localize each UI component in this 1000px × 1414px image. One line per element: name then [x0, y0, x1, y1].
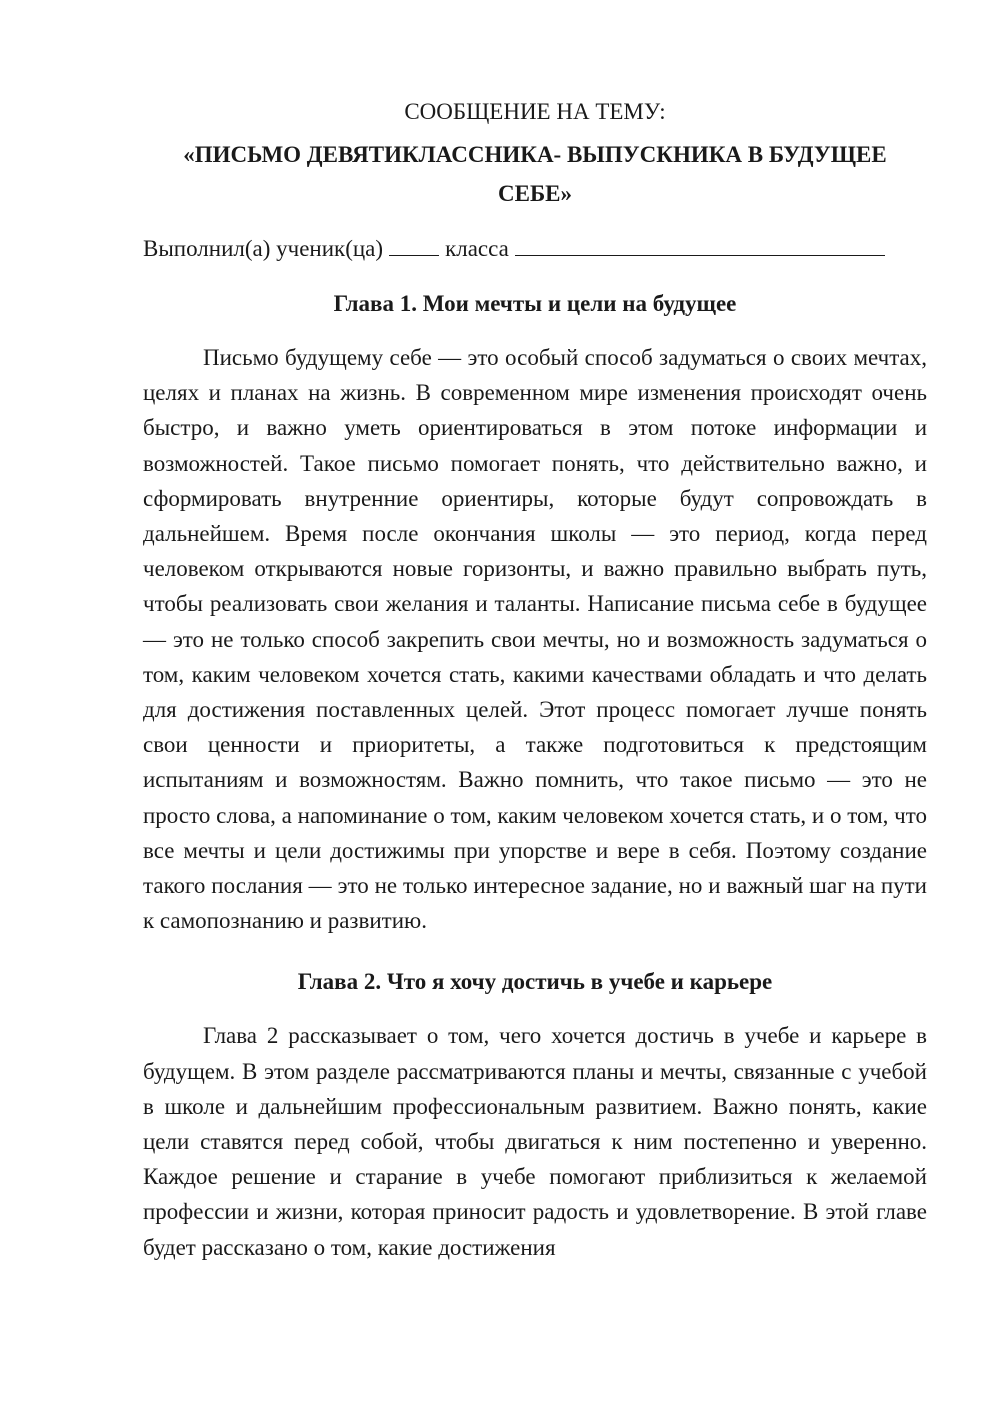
author-middle: класса	[445, 236, 509, 261]
author-prefix: Выполнил(а) ученик(ца)	[143, 236, 384, 261]
chapter-2-paragraph: Глава 2 рассказывает о том, чего хочется достичь в учебе и карьере в будущем. В этом разделе рассматриваются планы и мечты, связанные с учебой в школе и дальнейшим профессиональным развитием. Важно понять, какие цели ставятся перед собой, чтобы двигаться к ним постепенно и уверенно. Каждое решение и старание в учебе помогают приблизиться к желаемой профессии и жизни, которая приносит радость и удовлетворение. В этой главе будет рассказано о том, какие достижения	[143, 1023, 927, 1260]
document-heading: СООБЩЕНИЕ НА ТЕМУ:	[404, 99, 666, 124]
document-title: «ПИСЬМО ДЕВЯТИКЛАССНИКА- ВЫПУСКНИКА В БУДУЩЕЕ СЕБЕ»	[183, 142, 887, 206]
chapter-2-heading: Глава 2. Что я хочу достичь в учебе и карьере	[297, 969, 773, 995]
student-name-blank	[515, 233, 885, 256]
class-number-blank	[389, 233, 439, 256]
document-content	[143, 94, 927, 1265]
chapter-1-paragraph: Письмо будущему себе — это особый способ задуматься о своих мечтах, целях и планах на жизнь. В современном мире изменения происходят очень быстро, и важно уметь ориентироваться в этом потоке информации и возможностей. Такое письмо помогает понять, что действительно важно, и сформировать внутренние ориентиры, которые будут сопровождать в дальнейшем. Время после окончания школы — это период, когда перед человеком открываются новые горизонты, и важно правильно выбрать путь, чтобы реализовать свои желания и таланты. Написание письма себе в будущее — это не только способ закрепить свои мечты, но и возможность задуматься о том, каким человеком хочется стать, какими качествами обладать и что делать для достижения поставленных целей. Этот процесс помогает лучше понять свои ценности и приоритеты, а также подготовиться к предстоящим испытаниям и возможностям. Важно помнить, что такое письмо — это не просто слова, а напоминание о том, каким человеком хочется стать, и о том, что все мечты и цели достижимы при упорстве и вере в себя. Поэтому создание такого послания — это не только интересное задание, но и важный шаг на пути к самопознанию и развитию.	[143, 345, 927, 934]
author-line	[143, 231, 927, 266]
chapter-1-heading: Глава 1. Мои мечты и цели на будущее	[333, 291, 737, 316]
